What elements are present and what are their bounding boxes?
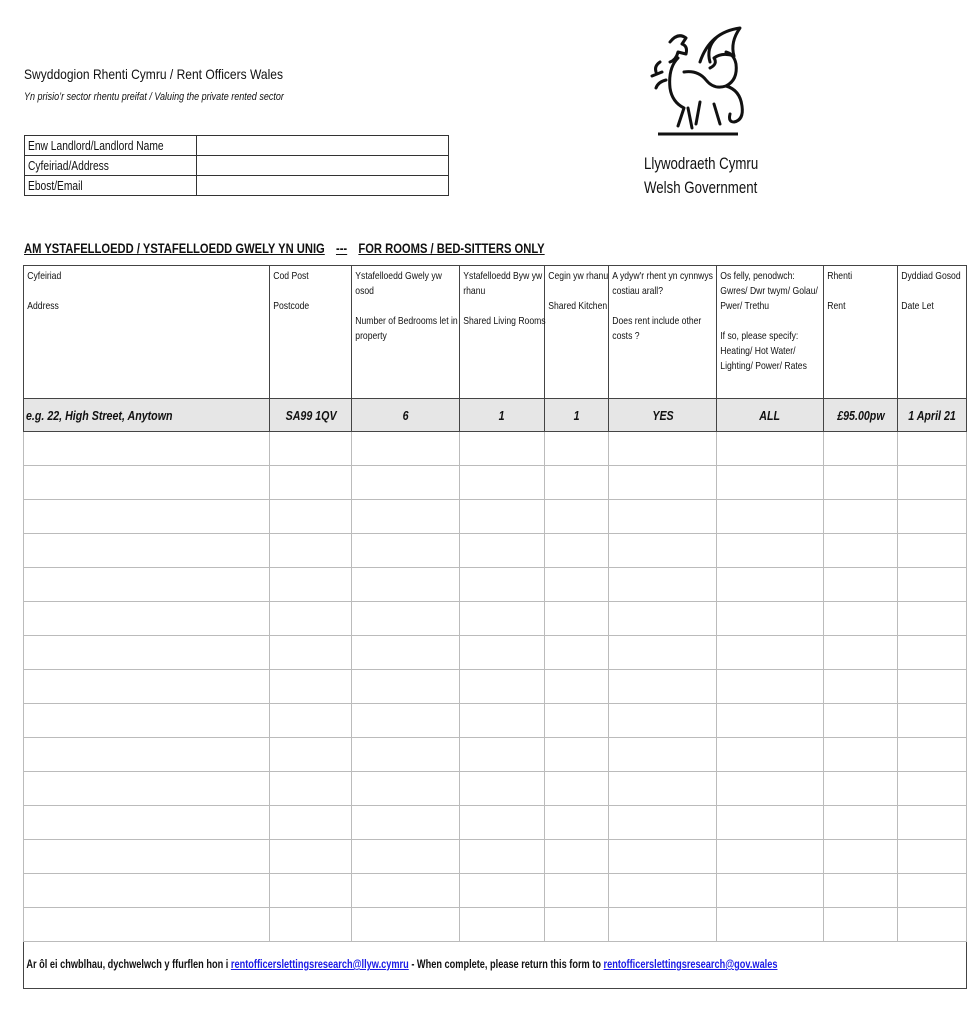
entry-row [24, 806, 967, 840]
address-field[interactable] [197, 156, 449, 176]
entry-cell[interactable] [24, 602, 270, 636]
example-kitchen: 1 [544, 399, 609, 432]
entry-row [24, 500, 967, 534]
logo-line-english: Welsh Government [644, 178, 758, 197]
entry-cell[interactable] [609, 738, 717, 772]
entry-cell[interactable] [269, 806, 351, 840]
example-postcode: SA99 1QV [269, 399, 351, 432]
entry-cell[interactable] [24, 534, 270, 568]
entry-cell[interactable] [460, 466, 545, 500]
entry-row [24, 840, 967, 874]
welsh-dragon-logo-icon [640, 22, 750, 142]
entry-cell[interactable] [898, 874, 967, 908]
entry-cell[interactable] [544, 908, 609, 942]
entry-cell[interactable] [269, 772, 351, 806]
logo-line-welsh: Llywodraeth Cymru [644, 154, 759, 173]
entry-cell[interactable] [898, 908, 967, 942]
entry-cell[interactable] [460, 670, 545, 704]
entry-cell[interactable] [717, 568, 824, 602]
entry-cell[interactable] [898, 432, 967, 466]
column-header-bedrooms: Number of Bedrooms let in property [355, 315, 459, 342]
entry-cell[interactable] [544, 636, 609, 670]
entry-cell[interactable] [460, 500, 545, 534]
column-header-row [24, 266, 967, 399]
entry-cell[interactable] [352, 602, 460, 636]
entry-cell[interactable] [24, 432, 270, 466]
column-header-kitchen-welsh: Cegin yw rhanu [548, 270, 608, 282]
entry-cell[interactable] [460, 772, 545, 806]
entry-cell[interactable] [460, 908, 545, 942]
entry-cell[interactable] [823, 908, 898, 942]
rooms-table [23, 265, 967, 989]
entry-row [24, 874, 967, 908]
entry-cell[interactable] [823, 738, 898, 772]
entry-cell[interactable] [460, 568, 545, 602]
entry-cell[interactable] [269, 874, 351, 908]
entry-cell[interactable] [898, 670, 967, 704]
example-address: e.g. 22, High Street, Anytown [24, 399, 270, 432]
entry-cell[interactable] [544, 670, 609, 704]
entry-cell[interactable] [609, 874, 717, 908]
entry-cell[interactable] [717, 534, 824, 568]
entry-cell[interactable] [352, 874, 460, 908]
footer-text-english: - When complete, please return this form to [411, 959, 601, 971]
entry-cell[interactable] [717, 840, 824, 874]
column-header-rent-welsh: Rhenti [827, 270, 852, 282]
email-link-welsh[interactable]: rentofficerslettingsresearch@llyw.cymru [230, 959, 409, 971]
column-header-rent: Rent [827, 300, 846, 312]
entry-cell[interactable] [717, 432, 824, 466]
entry-cell[interactable] [717, 670, 824, 704]
column-header-specify: If so, please specify: Heating/ Hot Water/ Lighting/ Power/ Rates [720, 330, 808, 372]
entry-cell[interactable] [24, 738, 270, 772]
entry-row [24, 602, 967, 636]
entry-cell[interactable] [352, 908, 460, 942]
entry-cell[interactable] [609, 704, 717, 738]
landlord-details-table [24, 135, 449, 196]
entry-cell[interactable] [269, 534, 351, 568]
entry-cell[interactable] [352, 568, 460, 602]
entry-cell[interactable] [823, 840, 898, 874]
entry-cell[interactable] [823, 602, 898, 636]
column-header-kitchen: Shared Kitchen [548, 300, 607, 312]
entry-cell[interactable] [544, 840, 609, 874]
entry-cell[interactable] [609, 432, 717, 466]
entry-cell[interactable] [544, 602, 609, 636]
page-title: Swyddogion Rhenti Cymru / Rent Officers Wales [24, 66, 283, 82]
entry-cell[interactable] [544, 874, 609, 908]
entry-cell[interactable] [823, 670, 898, 704]
entry-cell[interactable] [460, 602, 545, 636]
entry-cell[interactable] [609, 602, 717, 636]
entry-cell[interactable] [460, 432, 545, 466]
footer-note [24, 959, 777, 971]
example-row [24, 399, 967, 432]
entry-cell[interactable] [460, 534, 545, 568]
entry-cell[interactable] [460, 704, 545, 738]
entry-cell[interactable] [898, 466, 967, 500]
entry-cell[interactable] [460, 636, 545, 670]
entry-cell[interactable] [352, 840, 460, 874]
entry-cell[interactable] [609, 534, 717, 568]
entry-cell[interactable] [269, 908, 351, 942]
entry-cell[interactable] [24, 874, 270, 908]
address-label: Cyfeiriad/Address [25, 156, 197, 176]
example-bedrooms: 6 [352, 399, 460, 432]
entry-cell[interactable] [717, 704, 824, 738]
entry-cell[interactable] [544, 568, 609, 602]
entry-cell[interactable] [24, 636, 270, 670]
example-rent: £95.00pw [823, 399, 898, 432]
example-date-let: 1 April 21 [898, 399, 967, 432]
landlord-name-label: Enw Landlord/Landlord Name [25, 136, 197, 156]
example-specify: ALL [717, 399, 824, 432]
entry-cell[interactable] [269, 636, 351, 670]
entry-cell[interactable] [460, 738, 545, 772]
entry-row [24, 908, 967, 942]
entry-cell[interactable] [269, 840, 351, 874]
entry-cell[interactable] [609, 568, 717, 602]
footer-text-welsh: Ar ôl ei chwblhau, dychwelwch y ffurflen hon i [26, 959, 229, 971]
column-header-includes-welsh: A ydyw'r rhent yn cynnwys costiau arall? [612, 270, 714, 297]
email-link-english[interactable]: rentofficerslettingsresearch@gov.wales [603, 959, 778, 971]
entry-cell[interactable] [24, 908, 270, 942]
entry-cell[interactable] [717, 908, 824, 942]
entry-cell[interactable] [609, 840, 717, 874]
column-header-date: Date Let [901, 300, 935, 312]
entry-cell[interactable] [609, 772, 717, 806]
entry-cell[interactable] [460, 806, 545, 840]
entry-cell[interactable] [823, 806, 898, 840]
entry-cell[interactable] [609, 500, 717, 534]
entry-cell[interactable] [717, 636, 824, 670]
entry-cell[interactable] [544, 772, 609, 806]
column-header-postcode-welsh: Cod Post [273, 270, 309, 282]
example-includes: YES [609, 399, 717, 432]
column-header-address: Address [27, 300, 59, 312]
entry-cell[interactable] [269, 500, 351, 534]
entry-row [24, 738, 967, 772]
entry-cell[interactable] [24, 568, 270, 602]
column-header-address-welsh: Cyfeiriad [27, 270, 62, 282]
entry-cell[interactable] [823, 636, 898, 670]
entry-cell[interactable] [352, 500, 460, 534]
entry-cell[interactable] [609, 908, 717, 942]
entry-cell[interactable] [24, 500, 270, 534]
entry-cell[interactable] [24, 772, 270, 806]
entry-cell[interactable] [269, 568, 351, 602]
entry-cell[interactable] [717, 874, 824, 908]
entry-cell[interactable] [352, 806, 460, 840]
column-header-living-welsh: Ystafelloedd Byw yw rhanu [463, 270, 543, 297]
column-header-includes: Does rent include other costs ? [612, 315, 702, 342]
entry-cell[interactable] [898, 568, 967, 602]
email-field[interactable] [197, 176, 449, 196]
email-label: Ebost/Email [25, 176, 197, 196]
entry-cell[interactable] [544, 806, 609, 840]
entry-cell[interactable] [609, 806, 717, 840]
footer-row [24, 942, 967, 989]
entry-cell[interactable] [24, 466, 270, 500]
entry-cell[interactable] [717, 602, 824, 636]
entry-cell[interactable] [609, 670, 717, 704]
entry-row [24, 466, 967, 500]
entry-cell[interactable] [352, 636, 460, 670]
entry-cell[interactable] [609, 466, 717, 500]
entry-cell[interactable] [898, 602, 967, 636]
entry-cell[interactable] [24, 704, 270, 738]
entry-cell[interactable] [823, 534, 898, 568]
entry-row [24, 704, 967, 738]
entry-cell[interactable] [823, 500, 898, 534]
entry-cell[interactable] [823, 704, 898, 738]
section-heading-dash: --- [335, 240, 348, 256]
entry-cell[interactable] [717, 500, 824, 534]
entry-cell[interactable] [823, 568, 898, 602]
logo-text [644, 152, 758, 200]
entry-cell[interactable] [609, 636, 717, 670]
entry-cell[interactable] [269, 602, 351, 636]
entry-cell[interactable] [717, 806, 824, 840]
entry-cell[interactable] [717, 738, 824, 772]
entry-cell[interactable] [898, 772, 967, 806]
entry-cell[interactable] [352, 534, 460, 568]
column-header-living: Shared Living Rooms [463, 315, 546, 327]
entry-cell[interactable] [269, 738, 351, 772]
landlord-name-field[interactable] [197, 136, 449, 156]
entry-cell[interactable] [544, 466, 609, 500]
entry-cell[interactable] [269, 466, 351, 500]
entry-cell[interactable] [352, 738, 460, 772]
entry-cell[interactable] [460, 840, 545, 874]
entry-cell[interactable] [269, 670, 351, 704]
entry-cell[interactable] [269, 704, 351, 738]
entry-cell[interactable] [544, 500, 609, 534]
entry-cell[interactable] [269, 432, 351, 466]
entry-cell[interactable] [544, 534, 609, 568]
entry-cell[interactable] [352, 704, 460, 738]
entry-cell[interactable] [823, 432, 898, 466]
entry-cell[interactable] [717, 772, 824, 806]
entry-row [24, 534, 967, 568]
entry-cell[interactable] [898, 636, 967, 670]
entry-cell[interactable] [352, 772, 460, 806]
column-header-date-welsh: Dyddiad Gosod [901, 270, 961, 282]
entry-cell[interactable] [898, 738, 967, 772]
entry-cell[interactable] [460, 874, 545, 908]
page-subtitle: Yn prisio’r sector rhentu preifat / Valuing the private rented sector [24, 91, 284, 103]
section-heading-english: FOR ROOMS / BED-SITTERS ONLY [358, 240, 545, 256]
entry-cell[interactable] [544, 738, 609, 772]
section-heading [24, 240, 545, 256]
entry-cell[interactable] [544, 704, 609, 738]
entry-cell[interactable] [352, 670, 460, 704]
entry-row [24, 568, 967, 602]
entry-cell[interactable] [898, 840, 967, 874]
column-header-postcode: Postcode [273, 300, 310, 312]
entry-cell[interactable] [24, 670, 270, 704]
entry-cell[interactable] [544, 432, 609, 466]
entry-cell[interactable] [823, 874, 898, 908]
example-living: 1 [460, 399, 545, 432]
entry-cell[interactable] [823, 772, 898, 806]
entry-cell[interactable] [352, 432, 460, 466]
entry-row [24, 432, 967, 466]
entry-cell[interactable] [823, 466, 898, 500]
entry-row [24, 670, 967, 704]
entry-row [24, 636, 967, 670]
column-header-specify-welsh: Os felly, penodwch: Gwres/ Dwr twym/ Golau/ Pwer/ Trethu [720, 270, 819, 312]
entry-cell[interactable] [24, 840, 270, 874]
column-header-bedrooms-welsh: Ystafelloedd Gwely yw osod [355, 270, 443, 297]
entry-cell[interactable] [717, 466, 824, 500]
entry-cell[interactable] [898, 500, 967, 534]
entry-cell[interactable] [898, 704, 967, 738]
entry-cell[interactable] [898, 534, 967, 568]
section-heading-welsh: AM YSTAFELLOEDD / YSTAFELLOEDD GWELY YN UNIG [24, 240, 325, 256]
entry-row [24, 772, 967, 806]
entry-cell[interactable] [24, 806, 270, 840]
entry-cell[interactable] [898, 806, 967, 840]
entry-cell[interactable] [352, 466, 460, 500]
